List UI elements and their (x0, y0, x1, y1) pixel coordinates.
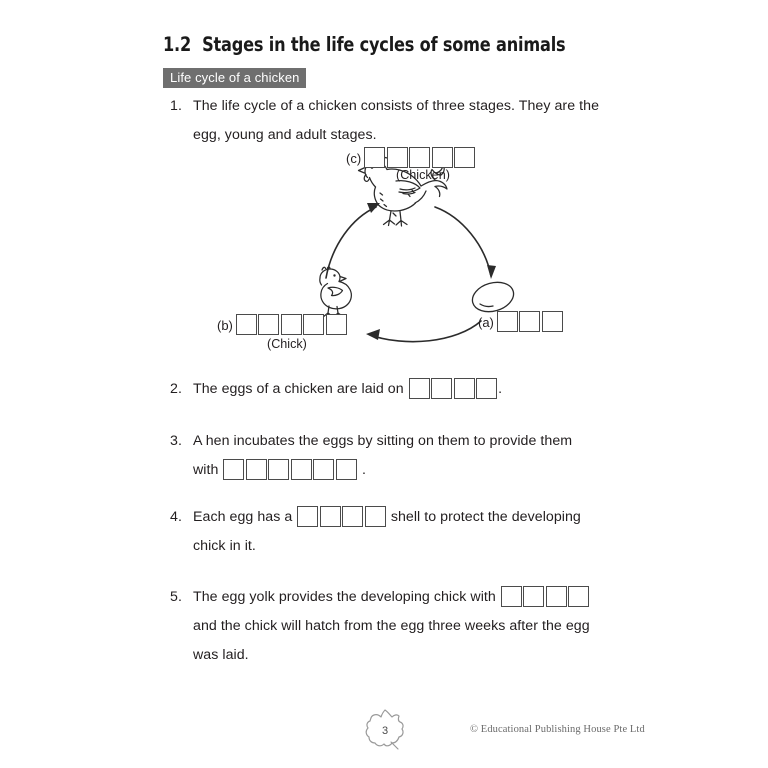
diagram-label-a (478, 312, 564, 333)
answer-box[interactable] (303, 314, 324, 335)
answer-box[interactable] (297, 506, 318, 527)
answer-box[interactable] (409, 147, 430, 168)
question-3-text-before: with (193, 462, 219, 478)
question-4-line-1 (193, 503, 581, 532)
diagram-label-c (346, 148, 476, 169)
answer-box[interactable] (291, 459, 312, 480)
diagram-label-b-tag: (b) (217, 318, 233, 333)
life-cycle-diagram (200, 145, 590, 365)
answer-box[interactable] (501, 586, 522, 607)
diagram-label-a-boxes[interactable] (497, 311, 563, 332)
question-1-body (193, 92, 625, 150)
diagram-caption-chick: (Chick) (267, 337, 307, 351)
section-number: 1.2 (163, 33, 192, 56)
answer-box[interactable] (568, 586, 589, 607)
answer-box[interactable] (336, 459, 357, 480)
answer-box[interactable] (236, 314, 257, 335)
question-5-line-3: was laid. (193, 647, 249, 664)
answer-box[interactable] (281, 314, 302, 335)
question-1 (163, 92, 625, 150)
question-5-number: 5. (170, 589, 182, 605)
question-4-text-before: Each egg has a (193, 509, 293, 525)
question-3-text-after: . (361, 462, 366, 478)
question-3 (163, 427, 625, 485)
page-title (163, 33, 565, 56)
question-2-text-before: The eggs of a chicken are laid on (193, 381, 404, 397)
answer-box[interactable] (519, 311, 540, 332)
answer-box[interactable] (454, 147, 475, 168)
answer-box[interactable] (523, 586, 544, 607)
answer-box[interactable] (497, 311, 518, 332)
question-5-line-2: and the chick will hatch from the egg three weeks after the egg (193, 618, 590, 635)
question-5-body (193, 583, 625, 670)
answer-box[interactable] (365, 506, 386, 527)
question-5-boxes[interactable] (501, 586, 590, 607)
answer-box[interactable] (454, 378, 475, 399)
answer-box[interactable] (320, 506, 341, 527)
answer-box[interactable] (542, 311, 563, 332)
answer-box[interactable] (313, 459, 334, 480)
page-number: 3 (381, 725, 389, 737)
diagram-label-a-tag: (a) (478, 315, 494, 330)
answer-box[interactable] (223, 459, 244, 480)
subsection-banner: Life cycle of a chicken (163, 68, 306, 88)
answer-box[interactable] (432, 147, 453, 168)
question-2-text-after: . (498, 381, 503, 397)
question-3-body (193, 427, 625, 485)
answer-box[interactable] (364, 147, 385, 168)
diagram-label-c-boxes[interactable] (364, 147, 475, 168)
question-2-boxes[interactable] (409, 378, 498, 399)
question-3-boxes[interactable] (223, 459, 357, 480)
question-5-line-1 (193, 583, 590, 612)
question-2-body (193, 375, 625, 404)
question-5 (163, 583, 625, 670)
question-2-number: 2. (170, 381, 182, 397)
diagram-label-b-boxes[interactable] (236, 314, 347, 335)
question-4-line-2: chick in it. (193, 538, 256, 555)
question-1-number: 1. (170, 98, 182, 114)
question-4-body (193, 503, 625, 561)
question-4-text-after: shell to protect the developing (390, 509, 581, 525)
question-1-line-1: The life cycle of a chicken consists of three stages. They are the (193, 98, 600, 114)
question-4-boxes[interactable] (297, 506, 386, 527)
answer-box[interactable] (342, 506, 363, 527)
answer-box[interactable] (431, 378, 452, 399)
diagram-caption-chicken: (Chicken) (396, 168, 450, 182)
question-4 (163, 503, 625, 561)
answer-box[interactable] (326, 314, 347, 335)
diagram-label-c-tag: (c) (346, 151, 362, 166)
answer-box[interactable] (246, 459, 267, 480)
section-title: Stages in the life cycles of some animals (202, 33, 566, 56)
question-2 (163, 375, 625, 404)
answer-box[interactable] (546, 586, 567, 607)
question-3-line-2 (193, 456, 366, 485)
copyright-text: © Educational Publishing House Pte Ltd (470, 724, 645, 735)
answer-box[interactable] (476, 378, 497, 399)
answer-box[interactable] (268, 459, 289, 480)
diagram-label-b (217, 315, 348, 336)
answer-box[interactable] (409, 378, 430, 399)
question-4-number: 4. (170, 509, 182, 525)
question-3-number: 3. (170, 433, 182, 449)
question-1-line-2: egg, young and adult stages. (193, 127, 377, 143)
question-3-line-1: A hen incubates the eggs by sitting on them to provide them (193, 433, 573, 449)
answer-box[interactable] (258, 314, 279, 335)
question-5-text-before: The egg yolk provides the developing chick with (193, 589, 496, 605)
answer-box[interactable] (387, 147, 408, 168)
